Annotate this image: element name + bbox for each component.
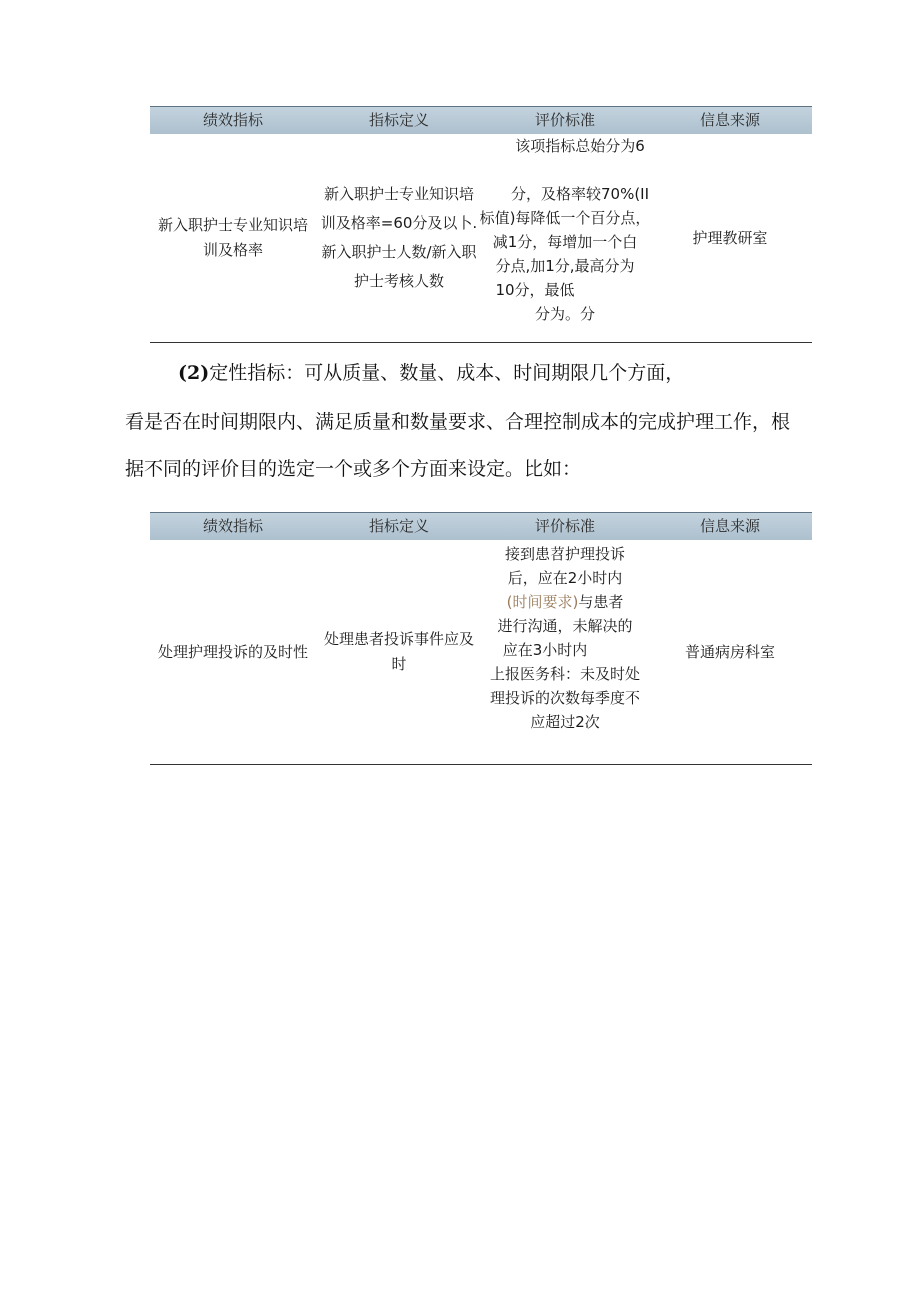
criteria-line: 后，应在2小时内: [507, 569, 623, 587]
indicator-text: 处理护理投诉的及时性: [157, 642, 308, 661]
criteria-line: 标值)每降低一个百分点，: [479, 209, 651, 227]
paragraph-number: (2): [178, 362, 210, 384]
criteria-line: 该项指标总始分为6: [515, 137, 645, 155]
criteria-line: 接到患苕护理投诉: [504, 545, 625, 563]
cell-criteria: [479, 134, 651, 342]
table-header: [150, 106, 812, 134]
indicator-text: 新入职护士专业知识培训及格率: [158, 216, 309, 259]
criteria-line: 上报医务科：未及时处: [489, 665, 640, 683]
cell-definition: [316, 540, 482, 764]
criteria-line-continued: 与患者: [578, 593, 624, 611]
header-definition: 指标定义: [368, 111, 429, 129]
header-definition: 指标定义: [368, 517, 429, 535]
header-criteria: 评价标准: [534, 111, 595, 129]
qualitative-indicator-table: [150, 512, 812, 765]
criteria-line: 分，及格率较70%(II: [510, 185, 650, 203]
table-header: [150, 512, 812, 540]
cell-indicator: [150, 540, 316, 764]
cell-definition: [316, 134, 482, 342]
table-row: [150, 540, 812, 765]
cell-source: [648, 540, 812, 764]
cell-criteria: [482, 540, 648, 764]
paragraph-line-1: [178, 358, 684, 388]
paragraph-line-3: 据不同的评价目的选定一个或多个方面来设定。比如：: [125, 458, 582, 480]
criteria-line: 分为。分: [534, 305, 595, 323]
criteria-line: 应超过2次: [530, 713, 600, 731]
header-indicator: 绩效指标: [202, 111, 263, 129]
quantitative-indicator-table: [150, 106, 812, 343]
header-criteria: 评价标准: [534, 517, 595, 535]
source-text: 普通病房科室: [684, 642, 775, 661]
header-source: 信息来源: [699, 111, 760, 129]
cell-indicator: [150, 134, 316, 342]
criteria-line: 进行沟通，未解决的: [497, 617, 633, 635]
header-source: 信息来源: [699, 517, 760, 535]
table-row: [150, 134, 812, 343]
criteria-line-time: [507, 590, 624, 614]
paragraph-line-2: 看是否在时间期限内、满足质量和数量要求、合理控制成本的完成护理工作，根: [125, 411, 791, 433]
definition-text: 处理患者投诉事件应及时: [323, 630, 474, 673]
paragraph-text: 定性指标：可从质量、数量、成本、时间期限几个方面，: [209, 362, 685, 384]
cell-source: [648, 134, 812, 342]
time-requirement-note: (时间要求): [506, 593, 579, 611]
criteria-line: 分点,加1分,最高分为: [495, 257, 635, 275]
criteria-line: 理投诉的次数每季度不: [489, 689, 640, 707]
definition-text: 新入职护士专业知识培训及格率=60分及以卜.新入职护士人数/新入职护士考核人数: [320, 185, 478, 290]
criteria-line: 减1分，每增加一个白: [492, 233, 638, 251]
source-text: 护理教研室: [692, 228, 768, 247]
criteria-line: 10分，最低: [495, 281, 575, 299]
criteria-line: 应在3小时内: [502, 641, 588, 659]
header-indicator: 绩效指标: [202, 517, 263, 535]
